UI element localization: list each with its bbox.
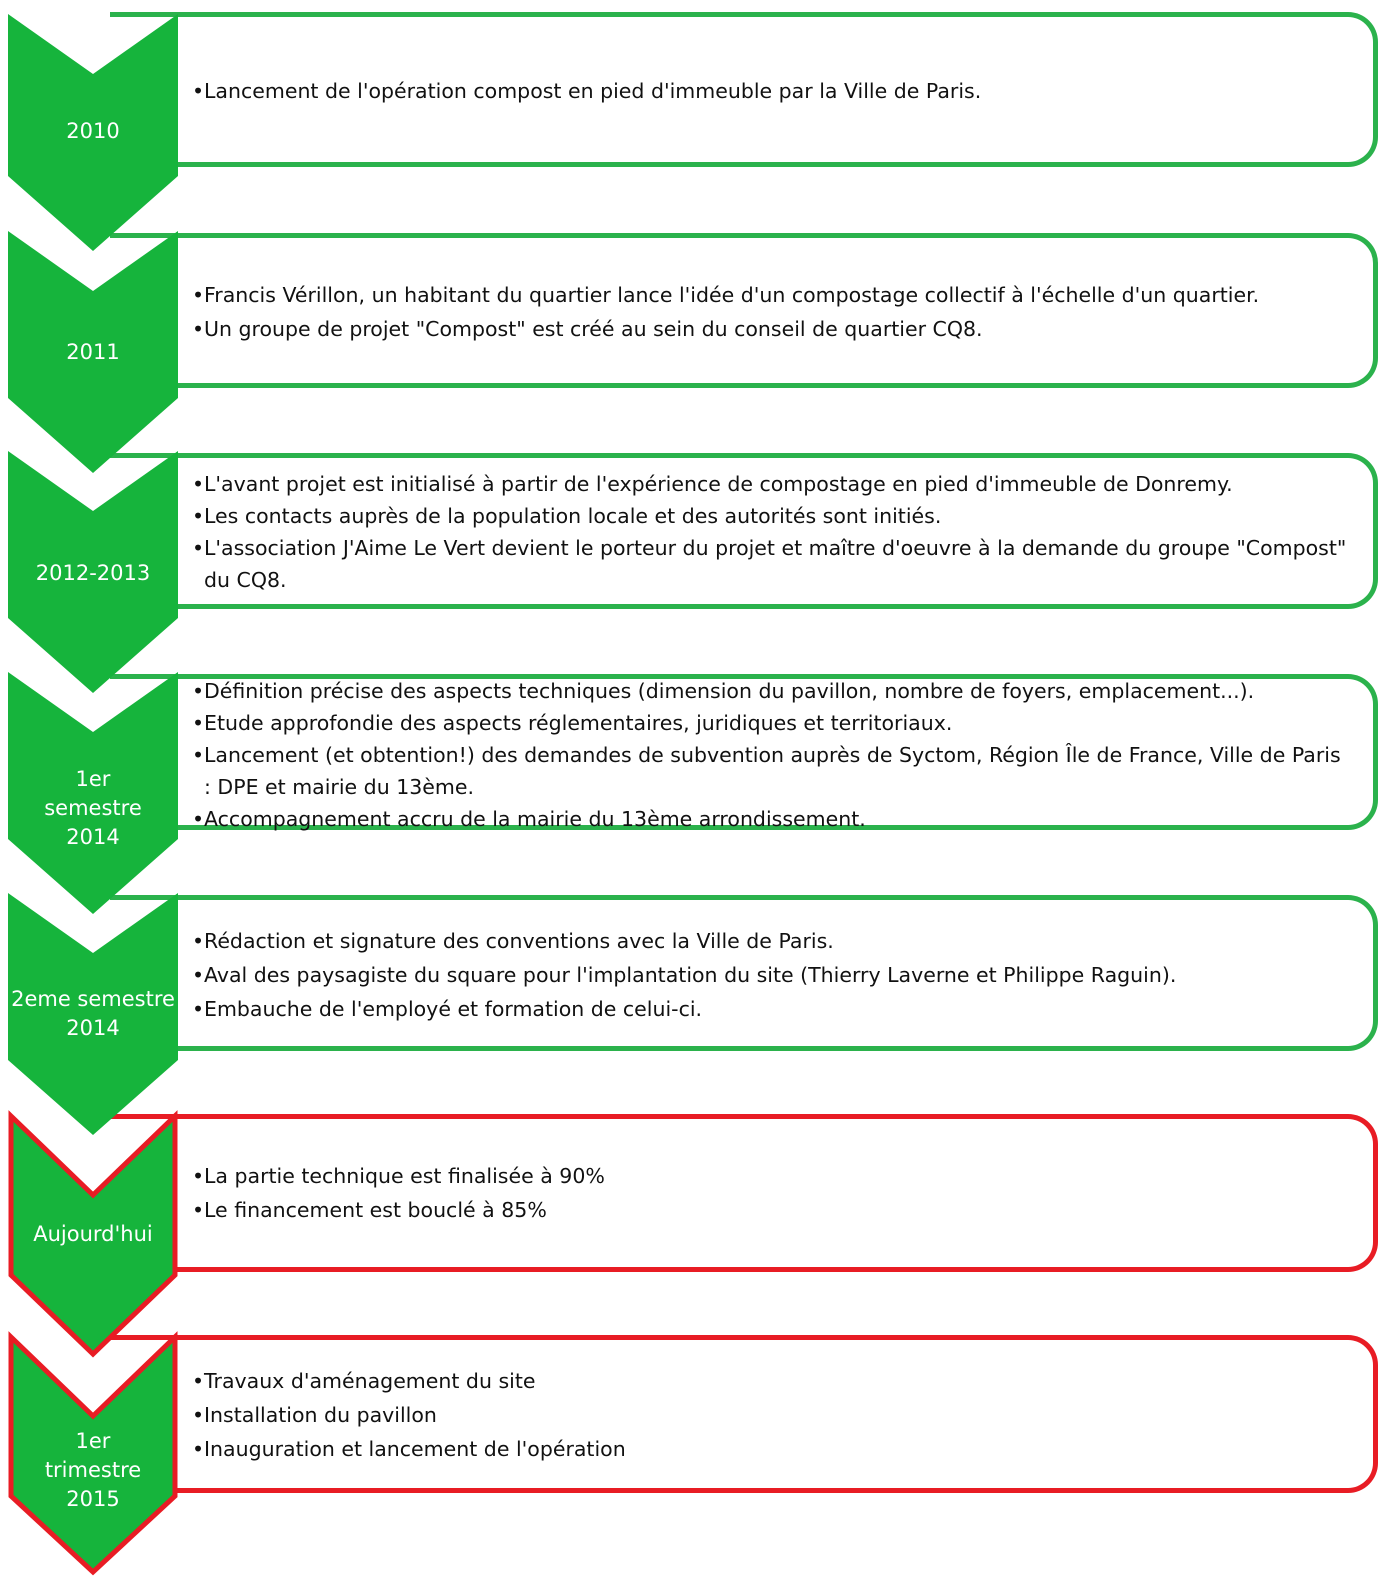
step-item: • Etude approfondie des aspects réglementaires, juridiques et territoriaux.: [192, 707, 1353, 739]
step-item: • Les contacts auprès de la population locale et des autorités sont initiés.: [192, 500, 1353, 532]
step-item: • Inauguration et lancement de l'opération: [192, 1432, 1353, 1466]
step-item: • Rédaction et signature des conventions avec la Ville de Paris.: [192, 924, 1353, 958]
step-item: • Un groupe de projet "Compost" est créé au sein du conseil de quartier CQ8.: [192, 312, 1353, 346]
step-item: • Francis Vérillon, un habitant du quartier lance l'idée d'un compostage collectif à l'échelle d'un quartier.: [192, 278, 1353, 312]
step-item: • Accompagnement accru de la mairie du 13ème arrondissement.: [192, 803, 1353, 835]
step-item: • L'association J'Aime Le Vert devient le porteur du projet et maître d'oeuvre à la demande du groupe "Compost" du CQ8.: [192, 532, 1353, 596]
step-label-1er-semestre-2014: 1er semestre 2014: [44, 767, 142, 849]
step-item: • Embauche de l'employé et formation de celui-ci.: [192, 992, 1353, 1026]
step-item: • Lancement (et obtention!) des demandes de subvention auprès de Syctom, Région Île de France, Ville de Paris : DPE et mairie du 13ème.: [192, 739, 1353, 803]
step-label-aujourdhui: Aujourd'hui: [33, 1222, 153, 1246]
step-item: • Travaux d'aménagement du site: [192, 1364, 1353, 1398]
step-item: • Le financement est bouclé à 85%: [192, 1193, 1353, 1227]
step-label-2eme-semestre-2014: 2eme semestre 2014: [11, 987, 175, 1040]
step-item: • Lancement de l'opération compost en pied d'immeuble par la Ville de Paris.: [192, 74, 1353, 108]
step-label-1er-trimestre-2015: 1er trimestre 2015: [44, 1429, 142, 1511]
step-item: • La partie technique est finalisée à 90%: [192, 1159, 1353, 1193]
step-label-2010: 2010: [66, 119, 120, 143]
step-label-2011: 2011: [66, 340, 120, 364]
step-item: • Installation du pavillon: [192, 1398, 1353, 1432]
step-item: • Définition précise des aspects techniques (dimension du pavillon, nombre de foyers, emplacement...).: [192, 675, 1353, 707]
step-label-2012-2013: 2012-2013: [35, 561, 151, 585]
step-item: • Aval des paysagiste du square pour l'implantation du site (Thierry Laverne et Philippe Raguin).: [192, 958, 1353, 992]
step-item: • L'avant projet est initialisé à partir de l'expérience de compostage en pied d'immeuble de Donremy.: [192, 468, 1353, 500]
